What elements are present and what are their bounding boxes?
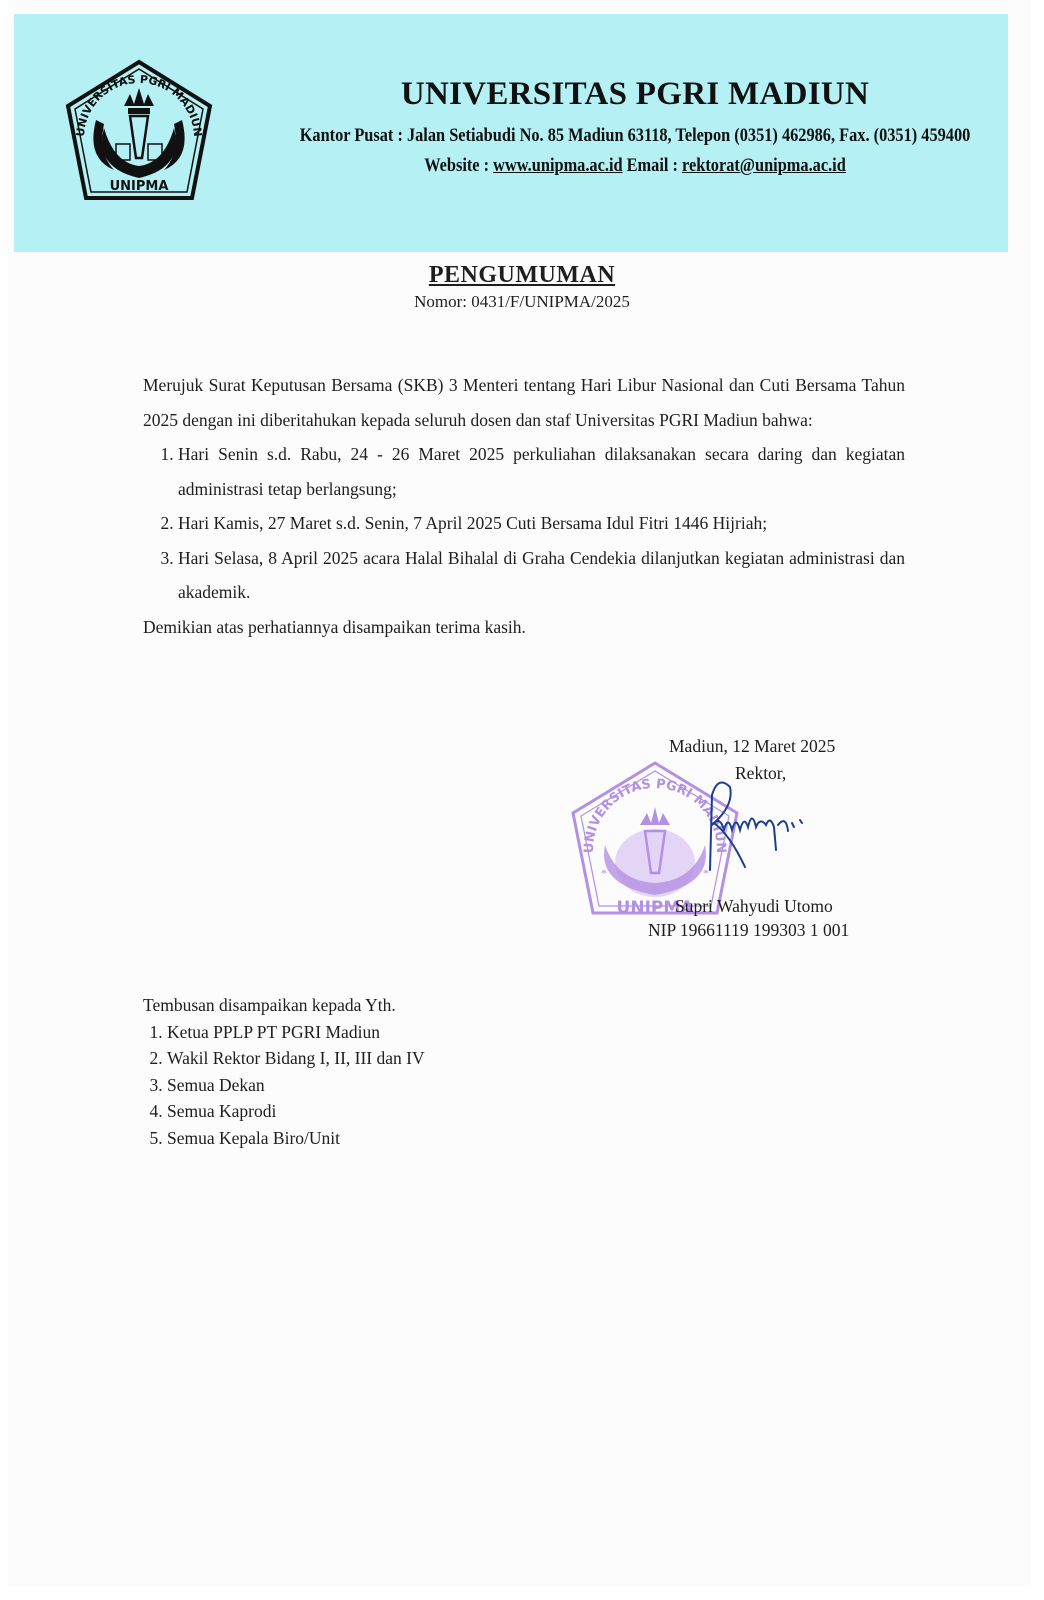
intro-paragraph: Merujuk Surat Keputusan Bersama (SKB) 3 Menteri tentang Hari Libur Nasional dan Cuti Bersama Tahun 2025 dengan ini diberitahukan kepada seluruh dosen dan staf Universitas PGRI Madiun bahwa: [143,375,905,430]
office-address: Kantor Pusat : Jalan Setiabudi No. 85 Madiun 63118, Telepon (0351) 462986, Fax. (0351) 459400 [299,125,971,146]
list-item: 3. Hari Selasa, 8 April 2025 acara Halal Bihalal di Graha Cendekia dilanjutkan kegiatan administrasi dan akademik. [178,541,905,610]
stamp-ring-text: UNIVERSITAS PGRI MADIUN [581,776,729,854]
closing-paragraph: Demikian atas perhatiannya disampaikan terima kasih. [143,616,526,637]
stamp-bottom-text: UNIPMA [616,898,694,918]
website-link[interactable]: www.unipma.ac.id [493,155,623,176]
website-label: Website : [424,155,490,176]
announcement-list [143,437,905,610]
list-item: 2. Hari Kamis, 27 Maret s.d. Senin, 7 April 2025 Cuti Bersama Idul Fitri 1446 Hijriah; [178,506,905,541]
institution-name: UNIVERSITAS PGRI MADIUN [400,76,870,112]
contact-line [295,155,974,177]
signer-nip: NIP 19661119 199303 1 001 [648,920,850,940]
email-label: Email : [626,155,678,176]
copies-heading: Tembusan disampaikan kepada Yth. [143,995,396,1015]
logo-ring-text: UNIVERSITAS PGRI MADIUN [73,72,205,138]
copies-list [143,1019,643,1152]
svg-text:*: * [601,866,607,880]
list-item: 2. Wakil Rektor Bidang I, II, III dan IV [167,1045,643,1072]
list-item: 3. Semua Dekan [167,1072,643,1099]
university-logo-icon [64,58,214,208]
handwritten-signature-icon [700,775,820,875]
announcement-body [143,368,905,644]
email-link[interactable]: rektorat@unipma.ac.id [682,155,846,176]
list-item: 4. Semua Kaprodi [167,1098,643,1125]
copies-section [143,992,643,1151]
signer-name: Supri Wahyudi Utomo [675,896,833,916]
signer-role: Rektor, [735,763,787,783]
place-date: Madiun, 12 Maret 2025 [669,736,836,756]
list-item: 5. Semua Kepala Biro/Unit [167,1125,643,1152]
svg-text:*: * [703,866,709,880]
announcement-title: PENGUMUMAN [428,262,616,288]
list-item: 1. Ketua PPLP PT PGRI Madiun [167,1019,643,1046]
logo-bottom-text: UNIPMA [109,179,169,194]
list-item: 1. Hari Senin s.d. Rabu, 24 - 26 Maret 2025 perkuliahan dilaksanakan secara daring dan kegiatan administrasi tetap berlangsung; [178,437,905,506]
announcement-number: Nomor: 0431/F/UNIPMA/2025 [414,292,630,311]
